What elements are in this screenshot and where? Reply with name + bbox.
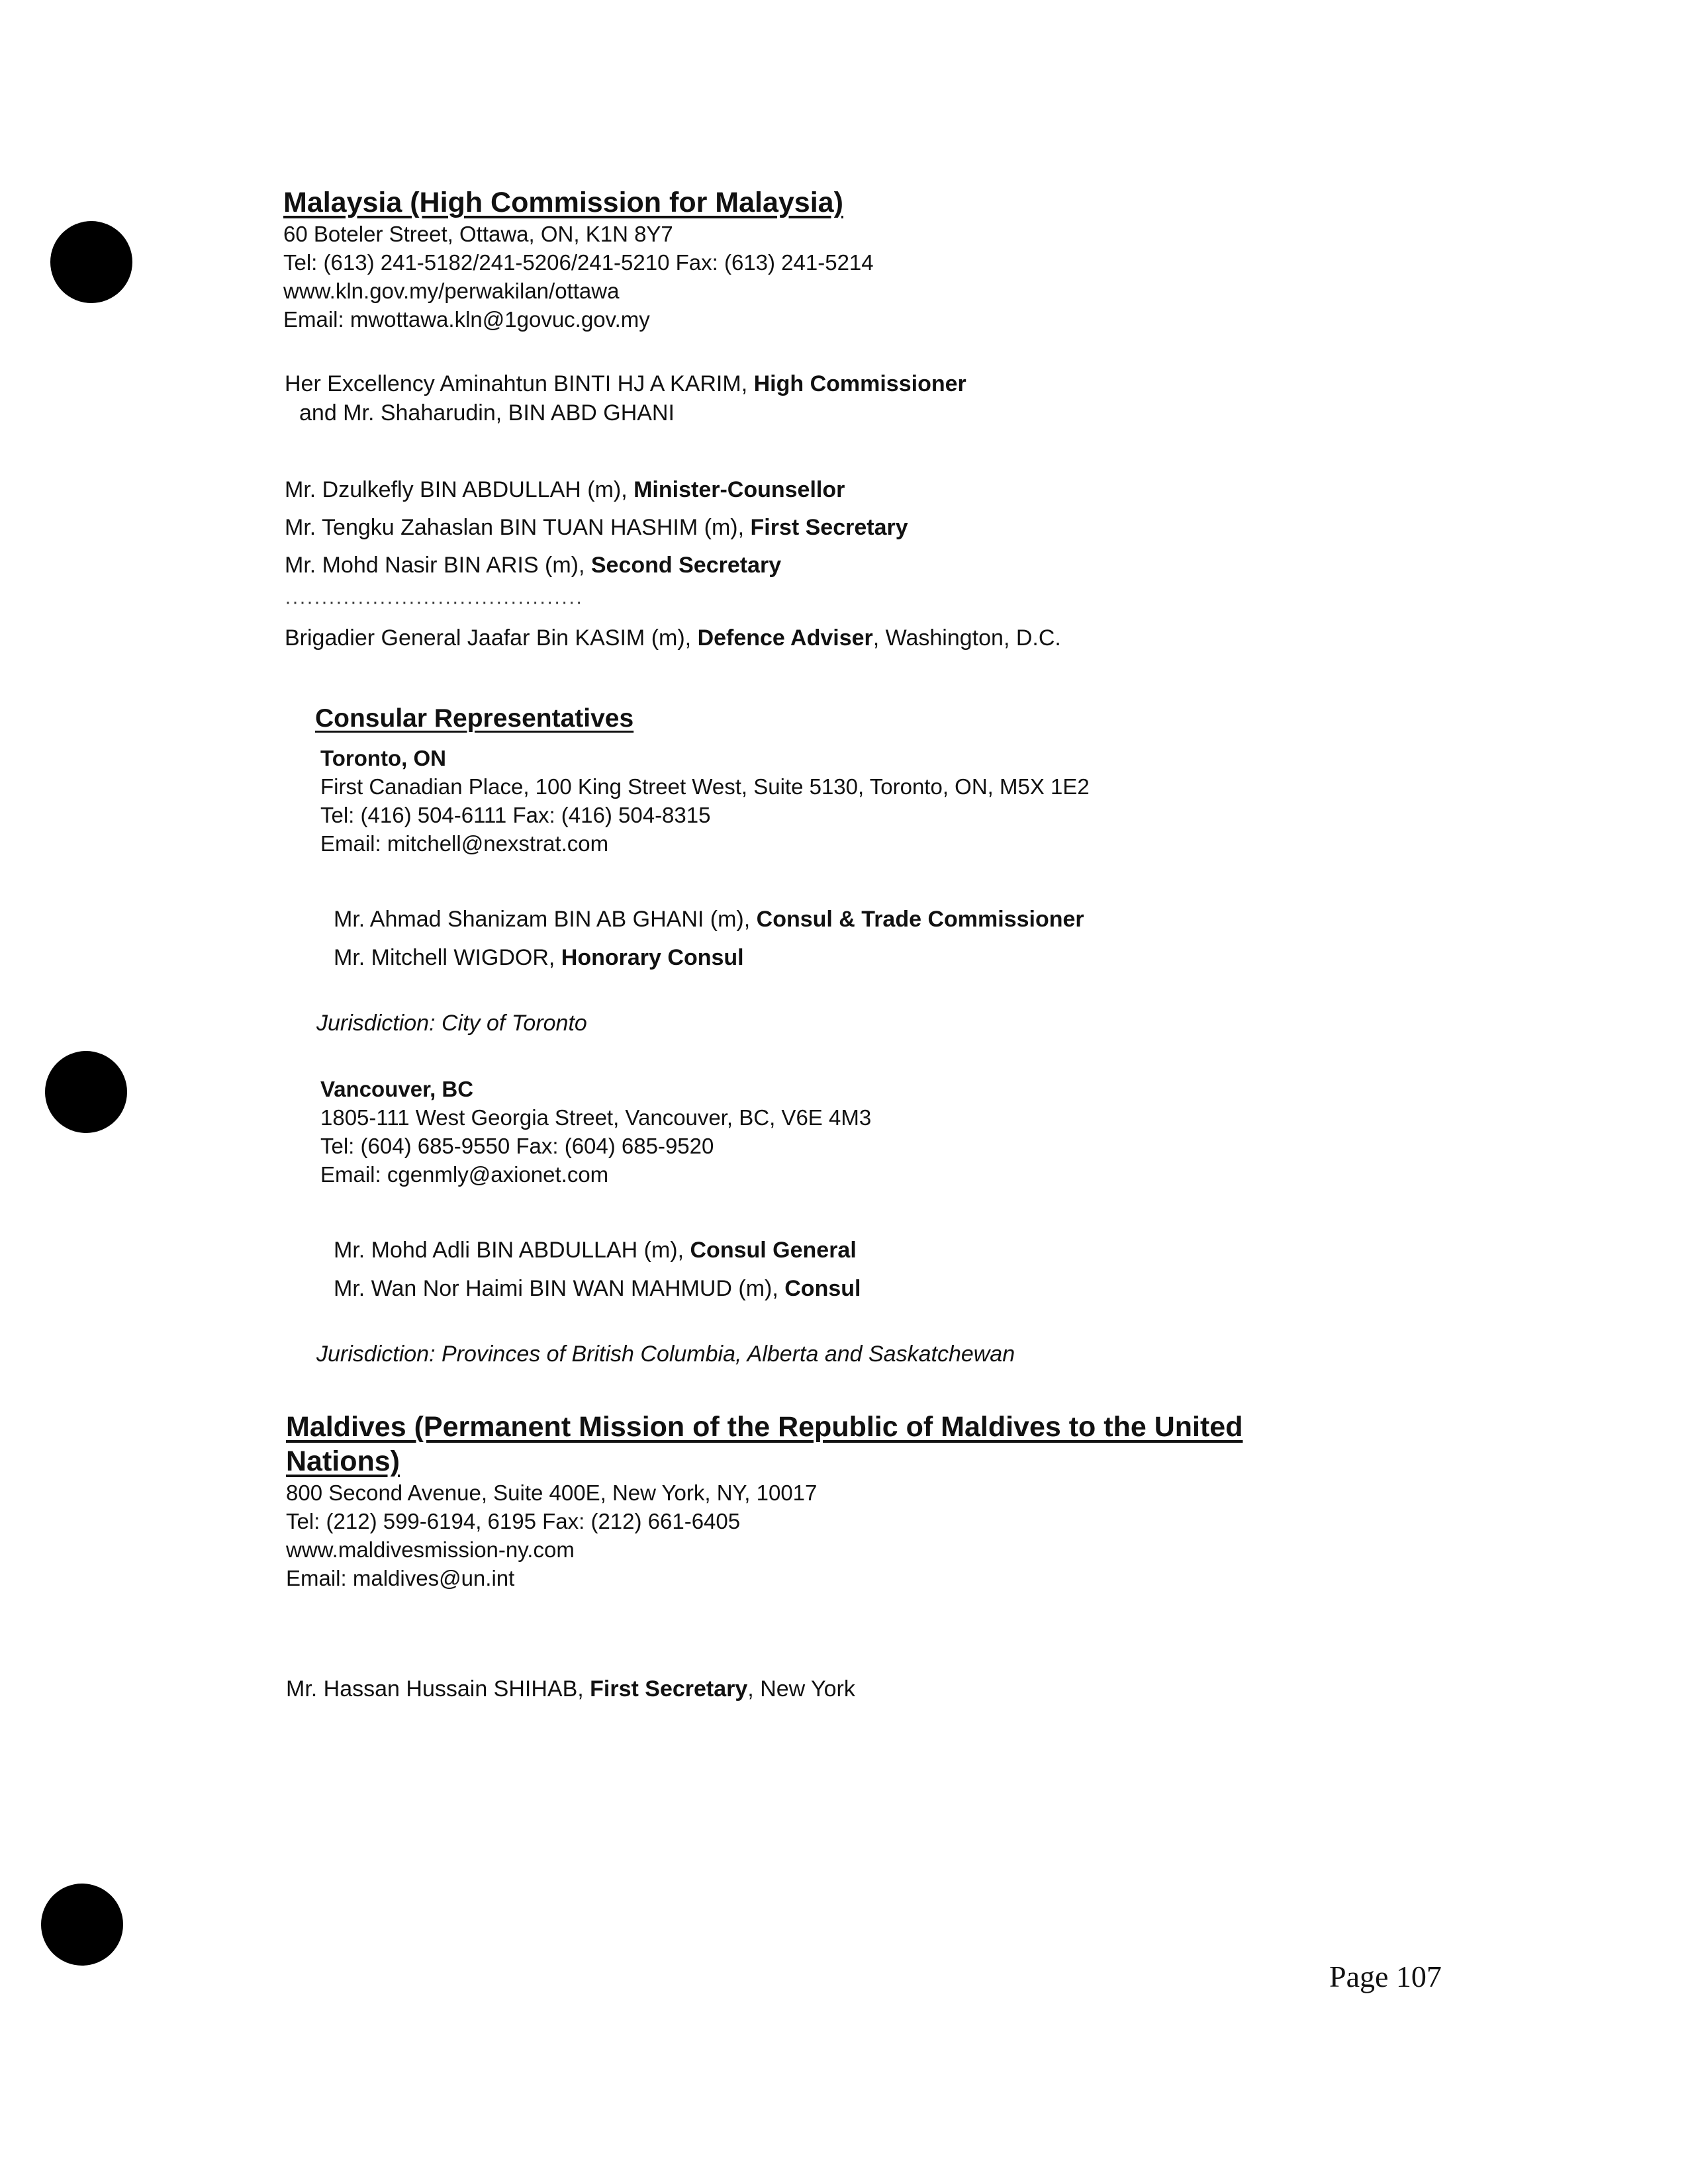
head-of-mission-name: Her Excellency Aminahtun BINTI HJ A KARIM, <box>285 371 754 396</box>
staff-row <box>285 509 1410 547</box>
malaysia-heading: Malaysia (High Commission for Malaysia) <box>283 187 843 218</box>
consular-heading: Consular Representatives <box>315 704 634 733</box>
vancouver-email: Email: cgenmly@axionet.com <box>320 1162 609 1187</box>
vancouver-people <box>334 1231 1459 1308</box>
consular-person-title: Honorary Consul <box>561 945 744 970</box>
defence-adviser-location: , Washington, D.C. <box>872 625 1061 651</box>
maldives-tel: Tel: (212) 599-6194, 6195 Fax: (212) 661-6405 <box>286 1509 741 1533</box>
staff-title: Second Secretary <box>590 553 782 578</box>
maldives-heading-line2: Nations) <box>286 1445 400 1477</box>
staff-row <box>285 547 1410 584</box>
binder-hole-middle <box>45 1051 127 1133</box>
spouse-line: and Mr. Shaharudin, BIN ABD GHANI <box>299 400 675 426</box>
staff-list <box>285 471 1410 584</box>
staff-name: Mr. Dzulkefly BIN ABDULLAH (m), <box>285 477 634 502</box>
staff-title: Minister-Counsellor <box>633 477 845 502</box>
consular-person-title: Consul & Trade Commissioner <box>756 907 1084 932</box>
consular-heading-block <box>315 703 1440 735</box>
maldives-heading-line1: Maldives (Permanent Mission of the Republic of Maldives to the United <box>286 1411 1243 1443</box>
maldives-person-name: Mr. Hassan Hussain SHIHAB, <box>286 1676 590 1702</box>
consular-person-name: Mr. Mohd Adli BIN ABDULLAH (m), <box>334 1238 690 1263</box>
staff-row <box>285 471 1410 509</box>
binder-hole-bottom <box>41 1884 123 1966</box>
maldives-staff <box>286 1674 1411 1704</box>
malaysia-section <box>283 185 1409 334</box>
maldives-person-title: First Secretary <box>590 1676 748 1702</box>
consular-person-row <box>334 900 1459 938</box>
consular-person-title: Consul <box>784 1276 861 1301</box>
vancouver-jurisdiction: Jurisdiction: Provinces of British Columbia, Alberta and Saskatchewan <box>316 1342 1015 1367</box>
maldives-person-line <box>286 1674 1411 1704</box>
toronto-email: Email: mitchell@nexstrat.com <box>320 831 609 856</box>
maldives-address: 800 Second Avenue, Suite 400E, New York, NY, 10017 <box>286 1480 818 1505</box>
vancouver-city: Vancouver, BC <box>320 1077 474 1101</box>
maldives-person-location: , New York <box>747 1676 855 1702</box>
malaysia-website: www.kln.gov.my/perwakilan/ottawa <box>283 279 620 303</box>
vancouver-address: 1805-111 West Georgia Street, Vancouver, BC, V6E 4M3 <box>320 1105 872 1130</box>
consular-person-row <box>334 938 1459 977</box>
consular-person-title: Consul General <box>690 1238 857 1263</box>
defence-adviser-title: Defence Adviser <box>697 625 873 651</box>
consular-person-name: Mr. Mitchell WIGDOR, <box>334 945 561 970</box>
consular-person-row <box>334 1231 1459 1269</box>
maldives-website: www.maldivesmission-ny.com <box>286 1537 575 1562</box>
defence-adviser-line <box>285 623 1410 653</box>
consular-person-row <box>334 1269 1459 1308</box>
staff-title: First Secretary <box>750 515 908 540</box>
vancouver-tel: Tel: (604) 685-9550 Fax: (604) 685-9520 <box>320 1134 714 1158</box>
maldives-section <box>286 1410 1411 1592</box>
defence-adviser-name: Brigadier General Jaafar Bin KASIM (m), <box>285 625 698 651</box>
staff-name: Mr. Mohd Nasir BIN ARIS (m), <box>285 553 591 578</box>
maldives-email: Email: maldives@un.int <box>286 1566 515 1590</box>
staff-name: Mr. Tengku Zahaslan BIN TUAN HASHIM (m), <box>285 515 751 540</box>
malaysia-email: Email: mwottawa.kln@1govuc.gov.my <box>283 307 650 332</box>
dotted-separator: ········································· <box>285 591 583 613</box>
malaysia-address: 60 Boteler Street, Ottawa, ON, K1N 8Y7 <box>283 222 673 246</box>
toronto-city: Toronto, ON <box>320 746 447 770</box>
toronto-people <box>334 900 1459 977</box>
toronto-tel: Tel: (416) 504-6111 Fax: (416) 504-8315 <box>320 803 711 827</box>
page-number: Page 107 <box>1329 1960 1442 1993</box>
consular-person-name: Mr. Ahmad Shanizam BIN AB GHANI (m), <box>334 907 757 932</box>
binder-hole-top <box>50 221 132 303</box>
vancouver-office <box>320 1075 1446 1189</box>
toronto-office <box>320 744 1446 858</box>
head-of-mission <box>285 369 1410 428</box>
toronto-jurisdiction: Jurisdiction: City of Toronto <box>316 1011 587 1036</box>
toronto-address: First Canadian Place, 100 King Street West, Suite 5130, Toronto, ON, M5X 1E2 <box>320 774 1090 799</box>
head-of-mission-title: High Commissioner <box>753 371 966 396</box>
defence-adviser <box>285 623 1410 653</box>
consular-person-name: Mr. Wan Nor Haimi BIN WAN MAHMUD (m), <box>334 1276 785 1301</box>
malaysia-tel: Tel: (613) 241-5182/241-5206/241-5210 Fax: (613) 241-5214 <box>283 250 874 275</box>
head-of-mission-line <box>285 369 1410 398</box>
